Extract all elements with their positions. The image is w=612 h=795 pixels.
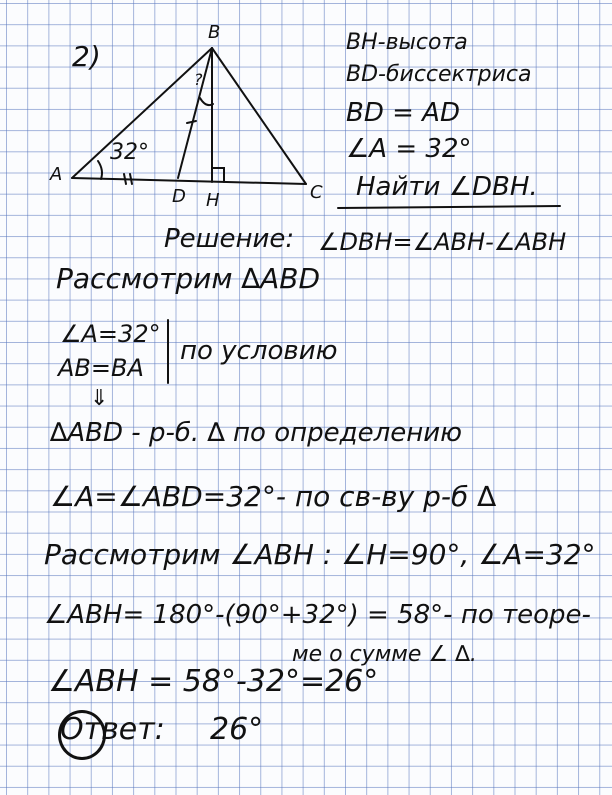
implies-arrow: ⇓ bbox=[90, 386, 109, 411]
given-divider bbox=[338, 206, 560, 208]
side-AC bbox=[72, 178, 306, 184]
angle-A-label: 32° bbox=[110, 140, 149, 165]
problem-number: 2) bbox=[72, 40, 101, 73]
bisector-BD bbox=[178, 48, 212, 178]
solution-heading: Решение: bbox=[164, 224, 295, 254]
unknown-angle-mark: ? bbox=[194, 70, 203, 89]
answer-label: Ответ: bbox=[60, 712, 165, 747]
point-label-H: H bbox=[206, 190, 220, 211]
calc-line-2: ∠ABH = 58°-32°=26° bbox=[48, 664, 379, 699]
right-angle-mark bbox=[212, 168, 224, 182]
calc-line-1-cont: ме о сумме ∠ ∆. bbox=[292, 642, 477, 667]
base-angles-statement: ∠A=∠ABD=32°- по св-ву р-б ∆ bbox=[50, 480, 496, 513]
tick-AD-2 bbox=[130, 174, 132, 184]
given-height: BH-высота bbox=[346, 30, 468, 55]
vertex-label-A: A bbox=[50, 164, 63, 185]
angle-A-arc bbox=[98, 161, 102, 179]
find-statement: Найти ∠DBH. bbox=[356, 172, 538, 202]
by-condition: по условию bbox=[180, 336, 338, 366]
given-angle-A: ∠A = 32° bbox=[346, 134, 472, 164]
given-equal-sides: BD = AD bbox=[346, 98, 460, 128]
solution-formula: ∠DBH=∠ABH-∠ABH bbox=[318, 228, 567, 256]
condition-sides: AB=BA bbox=[58, 354, 144, 382]
isosceles-statement: ∆ABD - р-б. ∆ по определению bbox=[50, 418, 463, 448]
calc-line-1: ∠ABH= 180°-(90°+32°) = 58°- по теоре- bbox=[44, 600, 591, 630]
consider-angle: Рассмотрим ∠ABH : ∠H=90°, ∠A=32° bbox=[44, 538, 596, 571]
vertex-label-B: B bbox=[208, 22, 221, 43]
answer-value: 26° bbox=[210, 712, 264, 747]
condition-angle: ∠A=32° bbox=[60, 320, 161, 348]
consider-triangle: Рассмотрим ∆ABD bbox=[56, 262, 321, 295]
side-BC bbox=[212, 48, 306, 184]
tick-AD-1 bbox=[124, 174, 126, 184]
tick-BD bbox=[187, 121, 196, 123]
given-bisector: BD-биссектриса bbox=[346, 62, 532, 87]
point-label-D: D bbox=[172, 186, 186, 207]
vertex-label-C: C bbox=[310, 182, 323, 203]
